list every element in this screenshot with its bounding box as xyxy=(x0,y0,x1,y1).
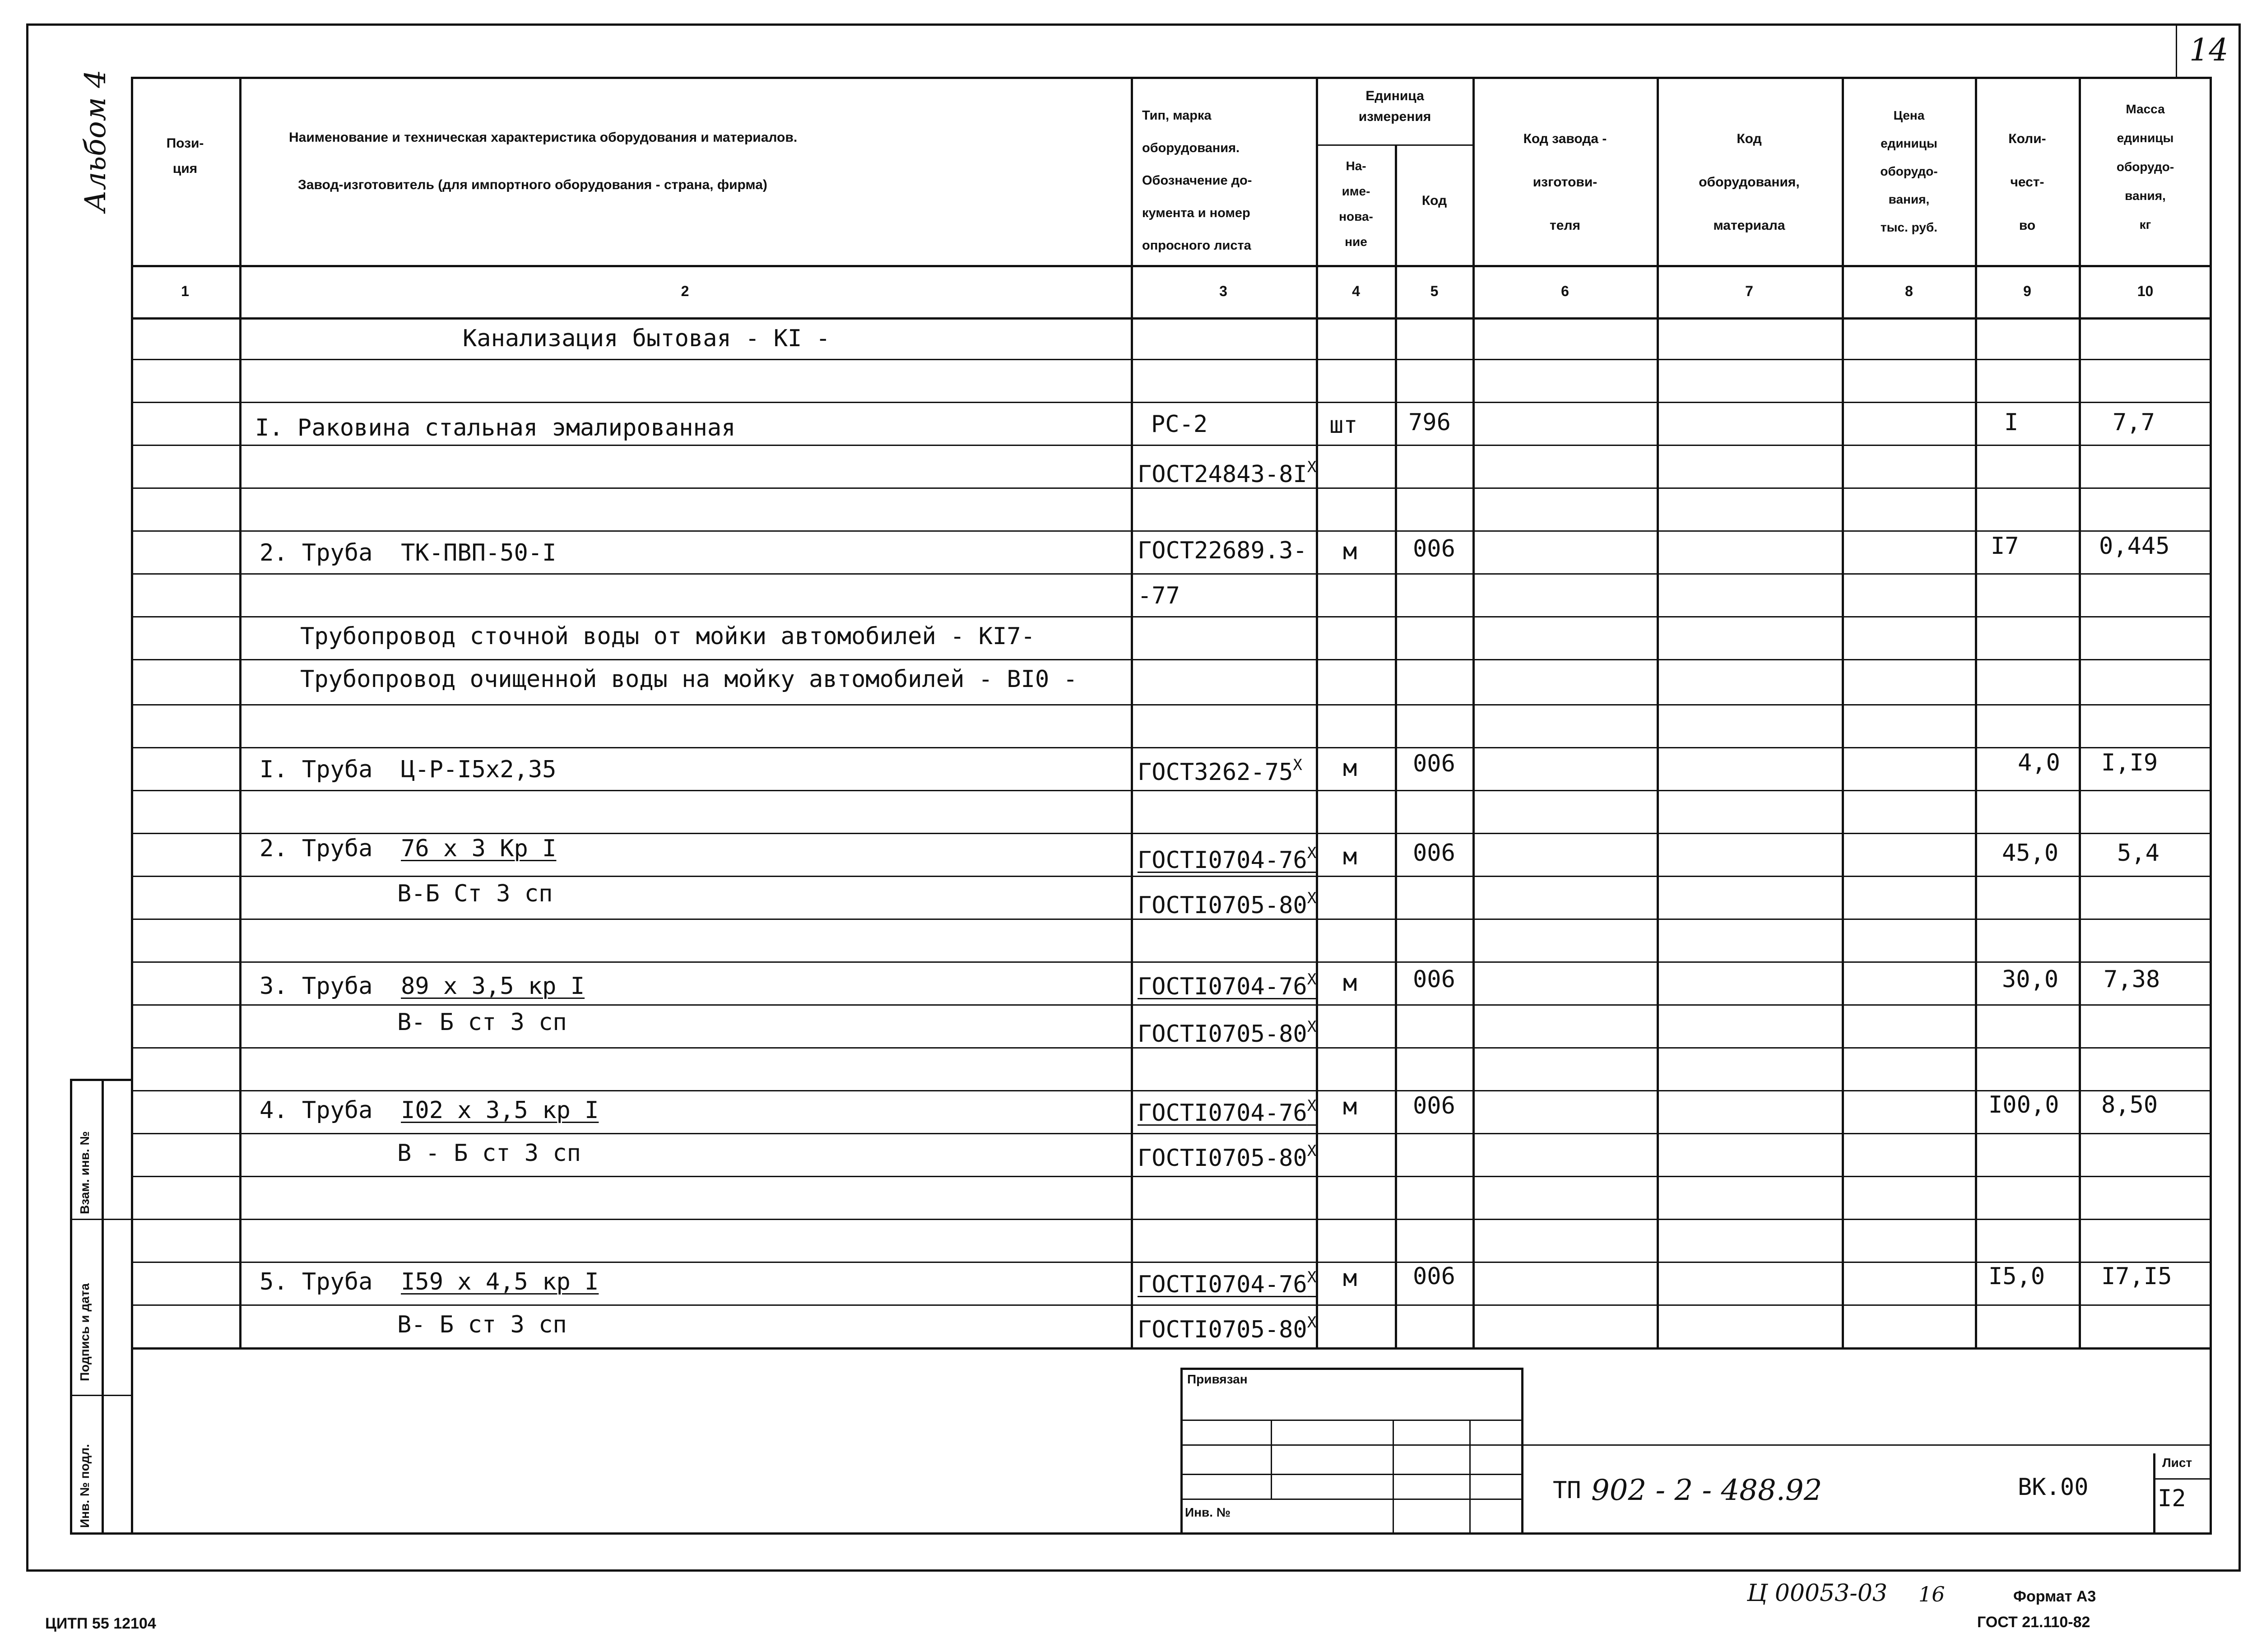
header-unit-group: Единица измерения xyxy=(1358,88,1431,124)
row-line xyxy=(131,1304,2212,1306)
type-text: ГОСТI0704-76 xyxy=(1138,1271,1307,1298)
item-sub: В- Б ст 3 сп xyxy=(397,1311,567,1338)
stamp-col xyxy=(1393,1420,1394,1535)
item-quantity: I5,0 xyxy=(1988,1263,2045,1290)
item-unit-code: 006 xyxy=(1413,840,1455,867)
stamp-sheet-label: Лист xyxy=(2162,1456,2192,1470)
row-line xyxy=(131,747,2212,748)
col-line-9 xyxy=(2079,77,2081,1350)
side-stamp-div xyxy=(70,1219,131,1220)
header-factory-code: Код завода - изготови- теля xyxy=(1523,131,1607,233)
name-prefix: 4. Труба xyxy=(260,1097,373,1124)
item-unit-code: 006 xyxy=(1413,535,1455,562)
stamp-doc-number: 902 - 2 - 488.92 xyxy=(1591,1474,1822,1507)
row-line xyxy=(131,704,2212,705)
col-number: 7 xyxy=(1745,283,1753,299)
header-type: Тип, марка оборудования. Обозначение до- кумента и номер опросного листа xyxy=(1142,108,1252,253)
header-quantity: Коли- чест- во xyxy=(2008,131,2046,233)
item-sub: В-Б Ст 3 сп xyxy=(397,880,553,907)
item-name xyxy=(260,1097,599,1124)
item-type xyxy=(1138,840,1316,874)
header-name-line1: Наименование и техническая характеристика оборудования и материалов. xyxy=(289,130,798,145)
item-unit: м xyxy=(1343,1093,1357,1120)
album-label: Альбом 4 xyxy=(79,70,112,212)
name-rest: I02 х 3,5 кр I xyxy=(401,1097,599,1124)
stamp-main-top xyxy=(1523,1444,2212,1446)
corner-sheet-number: 14 xyxy=(2189,32,2229,68)
item-unit: м xyxy=(1343,843,1357,870)
name-rest: ТК-ПВП-50-I xyxy=(401,539,557,566)
stamp-rightbox xyxy=(1521,1368,1523,1535)
header-mass: Масса единицы оборудо- вания, кг xyxy=(2116,102,2174,232)
stamp-sheet-value: I2 xyxy=(2158,1485,2186,1512)
doc-sup: X xyxy=(1307,889,1317,907)
type-text: ГОСТI0704-76 xyxy=(1138,973,1307,1000)
footer-hand-page: 16 xyxy=(1918,1582,1945,1606)
name-prefix: 3. Труба xyxy=(260,973,373,1000)
stamp-col xyxy=(1469,1420,1471,1535)
name-prefix: 2. Труба xyxy=(260,539,373,566)
name-prefix: 5. Труба xyxy=(260,1268,373,1295)
row-line xyxy=(131,573,2212,575)
type-text: ГОСТI0704-76 xyxy=(1138,847,1307,874)
name-rest: 76 х 3 Кр I xyxy=(401,835,557,862)
item-doc xyxy=(1138,1309,1316,1343)
col-line-1 xyxy=(239,77,241,1350)
table-body-bottom xyxy=(131,1347,2212,1350)
header-unit-name: На- име- нова- ние xyxy=(1339,159,1373,249)
side-stamp-mid xyxy=(102,1079,104,1535)
row-line xyxy=(131,1176,2212,1177)
item-quantity: 45,0 xyxy=(2002,840,2059,867)
stamp-inv-no: Инв. № xyxy=(1185,1505,1231,1519)
item-type: ГОСТ22689.3- xyxy=(1138,537,1307,564)
col-line-2 xyxy=(1131,77,1133,1350)
item-type xyxy=(1138,1092,1316,1127)
doc-text: ГОСТI0705-80 xyxy=(1138,1021,1307,1048)
item-doc xyxy=(1138,1137,1316,1172)
header-position: Пози- ция xyxy=(166,136,204,176)
name-rest: 89 х 3,5 кр I xyxy=(401,973,585,1000)
col-number: 10 xyxy=(2137,283,2154,299)
col-number: 3 xyxy=(1219,283,1227,299)
name-prefix: 2. Труба xyxy=(260,835,373,862)
side-stamp-top xyxy=(70,1079,131,1081)
col-number: 5 xyxy=(1430,283,1439,299)
col-line-6 xyxy=(1657,77,1659,1350)
col-line-8 xyxy=(1975,77,1977,1350)
doc-sup: X xyxy=(1307,458,1317,476)
col-number: 1 xyxy=(181,283,189,299)
type-sup: X xyxy=(1307,1097,1317,1115)
item-mass: I,I9 xyxy=(2101,749,2158,776)
item-name xyxy=(260,973,585,1000)
colnum-bottom xyxy=(131,317,2212,320)
doc-text: ГОСТI0705-80 xyxy=(1138,1145,1307,1172)
stamp-row xyxy=(1180,1474,1523,1475)
row-line xyxy=(131,1262,2212,1263)
section-title: Канализация бытовая - КI - xyxy=(463,325,830,352)
stamp-row xyxy=(1180,1499,1523,1500)
item-quantity: I7 xyxy=(1991,533,2019,560)
col-number: 4 xyxy=(1352,283,1360,299)
item-unit-code: 006 xyxy=(1413,966,1455,993)
col-number: 6 xyxy=(1561,283,1569,299)
item-unit: м xyxy=(1343,1265,1357,1292)
type-text: ГОСТI0704-76 xyxy=(1138,1100,1307,1127)
item-name xyxy=(260,1268,599,1295)
row-line xyxy=(131,790,2212,791)
doc-sup: X xyxy=(1307,1313,1317,1332)
corner-box-left xyxy=(2176,25,2177,78)
item-unit-code: 796 xyxy=(1408,409,1451,436)
stamp-doc-prefix: ТП xyxy=(1553,1477,1581,1504)
item-mass: 7,38 xyxy=(2104,966,2160,993)
stamp-mark: ВК.00 xyxy=(2018,1474,2089,1501)
stamp-privyazan: Привязан xyxy=(1187,1372,1248,1386)
stamp-left xyxy=(1180,1368,1183,1535)
item-type: РС-2 xyxy=(1151,411,1208,438)
row-line xyxy=(131,359,2212,360)
doc-sup: X xyxy=(1307,1142,1317,1160)
header-unit-code: Код xyxy=(1421,193,1447,208)
side-stamp-vzam: Взам. инв. № xyxy=(78,1131,92,1214)
section-title: Трубопровод сточной воды от мойки автомобилей - КI7- xyxy=(300,623,1035,650)
inner-frame-bottom xyxy=(70,1532,2212,1535)
doc-text: ГОСТI0705-80 xyxy=(1138,892,1307,919)
item-mass: 8,50 xyxy=(2101,1091,2158,1118)
doc-sup: X xyxy=(1307,1018,1317,1036)
header-equipment-code: Код оборудования, материала xyxy=(1699,131,1800,233)
item-name: I. Раковина стальная эмалированная xyxy=(255,414,736,441)
item-mass: 5,4 xyxy=(2117,840,2159,867)
header-price: Цена единицы оборудо- вания, тыс. руб. xyxy=(1880,108,1938,234)
item-doc xyxy=(1138,885,1316,919)
item-doc xyxy=(1138,1013,1316,1048)
item-type xyxy=(1138,1264,1316,1298)
col-line-5 xyxy=(1472,77,1475,1350)
item-name xyxy=(260,539,556,566)
row-line xyxy=(131,402,2212,403)
table-top xyxy=(131,77,2212,79)
item-doc xyxy=(1138,454,1316,488)
row-line xyxy=(131,1090,2212,1091)
row-line xyxy=(131,445,2212,446)
item-mass: 7,7 xyxy=(2113,409,2155,436)
col-number: 2 xyxy=(681,283,689,299)
row-line xyxy=(131,616,2212,617)
stamp-sheet-div xyxy=(2153,1478,2212,1480)
item-name xyxy=(260,835,556,862)
item-quantity: I xyxy=(2004,409,2019,436)
item-quantity: 30,0 xyxy=(2002,966,2059,993)
item-unit: м xyxy=(1343,970,1357,997)
row-line xyxy=(131,530,2212,532)
type-sup: X xyxy=(1293,756,1302,774)
col-number: 9 xyxy=(2023,283,2031,299)
stamp-row xyxy=(1180,1420,1523,1421)
section-title: Трубопровод очищенной воды на мойку автомобилей - BI0 - xyxy=(300,666,1077,693)
item-mass: 0,445 xyxy=(2099,533,2170,560)
doc-text: ГОСТ24843-8I xyxy=(1138,461,1307,488)
row-line xyxy=(131,1004,2212,1006)
unit-group-divider xyxy=(1316,144,1474,146)
footer-format: Формат А3 xyxy=(2013,1588,2096,1605)
type-sup: X xyxy=(1307,1268,1317,1286)
type-text: ГОСТ3262-75 xyxy=(1138,759,1293,786)
stamp-sheet-left xyxy=(2153,1453,2155,1535)
item-sub: В- Б ст 3 сп xyxy=(397,1009,567,1036)
row-line xyxy=(131,659,2212,660)
stamp-col xyxy=(1271,1420,1272,1499)
item-unit: шт xyxy=(1329,412,1358,439)
footer-citp: ЦИТП 55 12104 xyxy=(45,1615,156,1632)
item-quantity: 4,0 xyxy=(2018,749,2060,776)
name-rest: Ц-Р-I5х2,35 xyxy=(401,756,557,783)
item-type xyxy=(1138,752,1302,786)
item-unit: м xyxy=(1343,755,1357,782)
side-stamp-inv-podl: Инв. № подл. xyxy=(78,1444,92,1528)
type-sup: X xyxy=(1307,844,1317,862)
footer-gost: ГОСТ 21.110-82 xyxy=(1977,1614,2090,1631)
item-unit: м xyxy=(1343,538,1357,565)
row-line xyxy=(131,1133,2212,1134)
item-name xyxy=(260,756,556,783)
row-line xyxy=(131,1219,2212,1220)
item-quantity: I00,0 xyxy=(1988,1091,2059,1118)
side-stamp-div xyxy=(70,1395,131,1396)
item-sub: В - Б ст 3 сп xyxy=(397,1140,581,1167)
col-line-7 xyxy=(1842,77,1844,1350)
row-line xyxy=(131,876,2212,877)
footer-hand-code: Ц 00053-03 xyxy=(1747,1580,1888,1607)
name-rest: I59 х 4,5 кр I xyxy=(401,1268,599,1295)
col-number: 8 xyxy=(1905,283,1913,299)
row-line xyxy=(131,833,2212,834)
item-doc-cont: -77 xyxy=(1138,582,1180,609)
item-type xyxy=(1138,966,1316,1000)
doc-text: ГОСТI0705-80 xyxy=(1138,1316,1307,1343)
inner-frame-right xyxy=(2210,77,2212,1535)
item-unit-code: 006 xyxy=(1413,1263,1455,1290)
stamp-row xyxy=(1180,1444,1523,1446)
row-line xyxy=(131,961,2212,963)
type-sup: X xyxy=(1307,970,1317,988)
side-stamp-left xyxy=(70,1079,72,1535)
item-unit-code: 006 xyxy=(1413,750,1455,777)
item-mass: I7,I5 xyxy=(2101,1263,2172,1290)
name-prefix: I. Труба xyxy=(260,756,373,783)
header-name-line2: Завод-изготовитель (для импортного оборудования - страна, фирма) xyxy=(298,177,767,192)
header-bottom xyxy=(131,265,2212,267)
side-stamp-podpis: Подпись и дата xyxy=(78,1283,92,1381)
item-unit-code: 006 xyxy=(1413,1092,1455,1119)
stamp-top xyxy=(1180,1368,1523,1370)
